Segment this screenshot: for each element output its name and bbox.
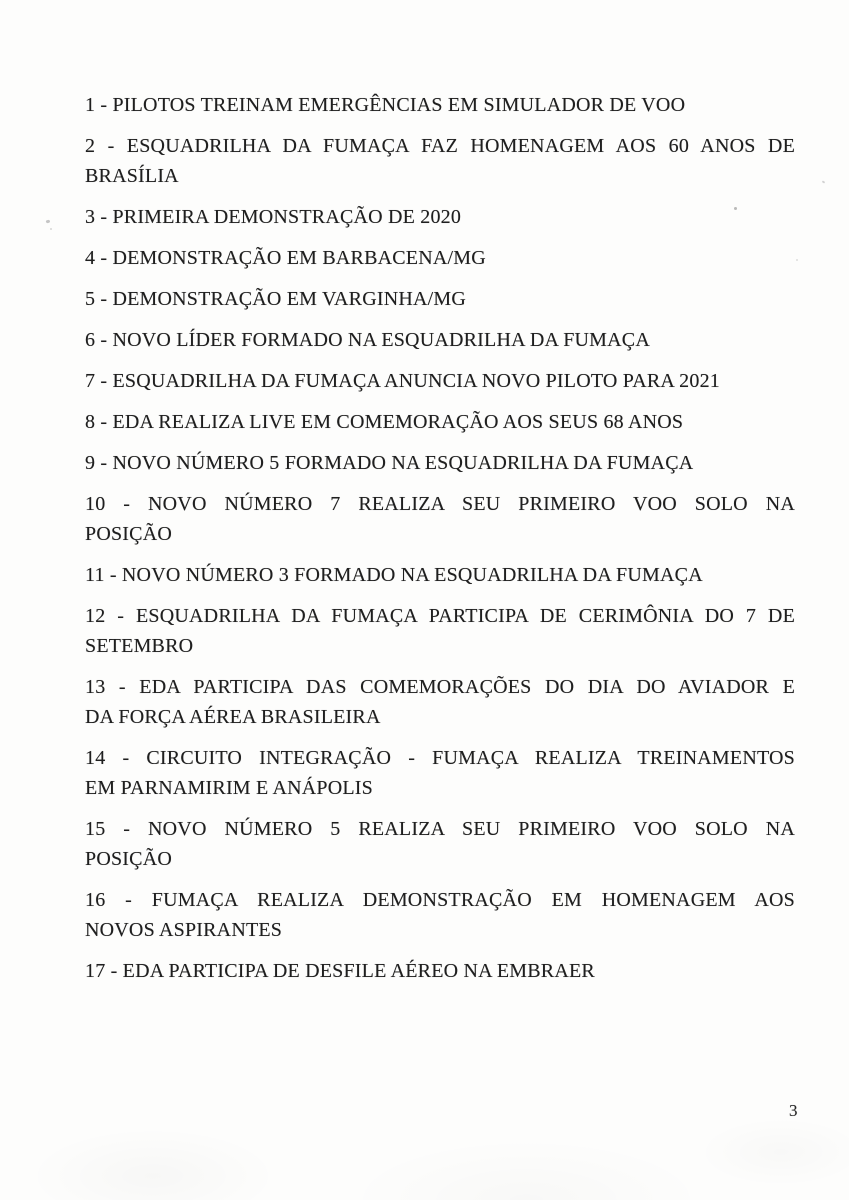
toc-item-text-continued: POSIÇÃO [85,523,172,545]
toc-item-15 [85,814,795,874]
toc-item-6 [85,325,795,355]
toc-item-8 [85,407,795,437]
toc-item-9 [85,448,795,478]
toc-item-text-continued: EM PARNAMIRIM E ANÁPOLIS [85,777,373,799]
toc-item-text: 9 - NOVO NÚMERO 5 FORMADO NA ESQUADRILHA DA FUMAÇA [85,452,694,474]
toc-item-text: 2 - ESQUADRILHA DA FUMAÇA FAZ HOMENAGEM AOS 60 ANOS DE [85,135,795,157]
toc-item-14 [85,743,795,803]
toc-item-text: 11 - NOVO NÚMERO 3 FORMADO NA ESQUADRILHA DA FUMAÇA [85,564,703,586]
scan-speck [796,259,798,261]
toc-item-7 [85,366,795,396]
toc-item-10 [85,489,795,549]
toc-item-text: 1 - PILOTOS TREINAM EMERGÊNCIAS EM SIMULADOR DE VOO [85,94,686,116]
scan-speck [50,228,52,230]
toc-item-text: 4 - DEMONSTRAÇÃO EM BARBACENA/MG [85,247,486,269]
toc-item-text: 3 - PRIMEIRA DEMONSTRAÇÃO DE 2020 [85,206,462,228]
toc-item-5 [85,284,795,314]
toc-item-3 [85,202,795,232]
toc-item-text-continued: SETEMBRO [85,635,194,657]
toc-item-4 [85,243,795,273]
scan-speck [46,219,51,223]
toc-item-16 [85,885,795,945]
toc-item-text-continued: BRASÍLIA [85,165,179,187]
toc-item-text: 8 - EDA REALIZA LIVE EM COMEMORAÇÃO AOS SEUS 68 ANOS [85,411,684,433]
toc-item-text: 15 - NOVO NÚMERO 5 REALIZA SEU PRIMEIRO VOO SOLO NA [85,818,795,840]
toc-item-1 [85,90,795,120]
toc-item-text: 17 - EDA PARTICIPA DE DESFILE AÉREO NA EMBRAER [85,960,595,982]
toc-item-text: 5 - DEMONSTRAÇÃO EM VARGINHA/MG [85,288,467,310]
scan-speck [734,207,737,210]
toc-item-text-continued: POSIÇÃO [85,848,172,870]
scan-speck [822,180,826,183]
toc-item-12 [85,601,795,661]
toc-item-text: 16 - FUMAÇA REALIZA DEMONSTRAÇÃO EM HOMENAGEM AOS [85,889,795,911]
toc-item-text-continued: NOVOS ASPIRANTES [85,919,283,941]
toc-item-13 [85,672,795,732]
toc-item-text: 13 - EDA PARTICIPA DAS COMEMORAÇÕES DO DIA DO AVIADOR E [85,676,795,698]
toc-item-text: 10 - NOVO NÚMERO 7 REALIZA SEU PRIMEIRO VOO SOLO NA [85,493,795,515]
page-number: 3 [789,1101,798,1120]
toc-item-17 [85,956,795,986]
toc-item-text: 12 - ESQUADRILHA DA FUMAÇA PARTICIPA DE CERIMÔNIA DO 7 DE [85,605,795,627]
toc-item-text: 6 - NOVO LÍDER FORMADO NA ESQUADRILHA DA FUMAÇA [85,329,650,351]
toc-item-text: 7 - ESQUADRILHA DA FUMAÇA ANUNCIA NOVO PILOTO PARA 2021 [85,370,720,392]
toc-item-2 [85,131,795,191]
toc-item-text: 14 - CIRCUITO INTEGRAÇÃO - FUMAÇA REALIZA TREINAMENTOS [85,747,795,769]
toc-item-text-continued: DA FORÇA AÉREA BRASILEIRA [85,706,381,728]
toc-item-11 [85,560,795,590]
toc-list [85,90,795,997]
